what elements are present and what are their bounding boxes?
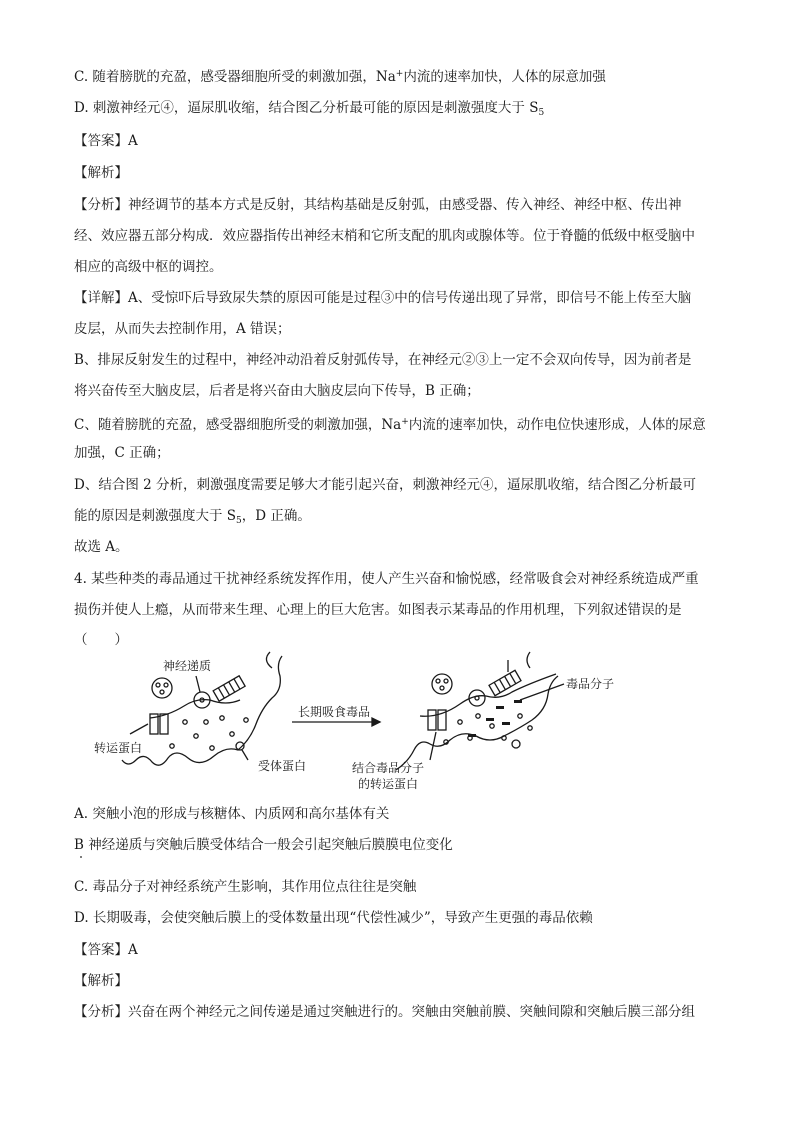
q4-fenxi-line-1: 【分析】兴奋在两个神经元之间传递是通过突触进行的。突触由突触前膜、突触间隙和突触后膜三部分组 (74, 1004, 695, 1020)
q4-option-c: C. 毒品分子对神经系统产生影响，其作用位点往往是突触 (74, 879, 417, 895)
q3-analysis-heading: 【解析】 (74, 165, 128, 181)
q4-analysis-heading: 【解析】 (74, 973, 128, 989)
left-receptor-channel (213, 676, 245, 701)
q3-b-line-1: B、排尿反射发生的过程中，神经冲动沿着反射弧传导，在神经元②③上一定不会双向传导，因为前者是 (74, 352, 692, 368)
right-vesicle (432, 674, 452, 694)
left-vesicle (152, 678, 172, 698)
label-receptor: 受体蛋白 (258, 759, 307, 773)
q3-b-line-2: 将兴奋传至大脑皮层，后者是将兴奋由大脑皮层向下传导，B 正确； (74, 383, 480, 399)
label-transporter: 转运蛋白 (94, 741, 143, 755)
label-bound-transporter-2: 的转运蛋白 (358, 777, 419, 791)
q3-option-d-text: D. 刺激神经元④，逼尿肌收缩，结合图乙分析最可能的原因是刺激强度大于 S (74, 100, 539, 116)
q4-stem-line-2: 损伤并使人上瘾，从而带来生理、心理上的巨大危害。如图表示某毒品的作用机理，下列叙述错误的是 (74, 602, 682, 618)
q4-stem-line-1: 4. 某些种类的毒品通过干扰神经系统发挥作用，使人产生兴奋和愉悦感，经常吸食会对神经系统造成严重 (74, 571, 699, 587)
q3-c-line-2: 加强，C 正确； (74, 445, 170, 461)
q4-option-a: A. 突触小泡的形成与核糖体、内质网和高尔基体有关 (74, 806, 390, 822)
label-bound-transporter-1: 结合毒品分子 (352, 761, 425, 775)
q3-d-line-1: D、结合图 2 分析，刺激强度需要足够大才能引起兴奋，刺激神经元④，逼尿肌收缩，结合图乙分析最可 (74, 477, 696, 493)
q4-option-b: B 神经递质与突触后膜受体结合一般会引起突触后膜膜电位变化 (74, 837, 453, 853)
q3-fenxi-line-2: 经、效应器五部分构成．效应器指传出神经末梢和它所支配的肌肉或腺体等。位于脊髓的低级中枢受脑中 (74, 228, 695, 244)
label-drug-molecule: 毒品分子 (566, 677, 615, 691)
q3-d-line-2a: 能的原因是刺激强度大于 S (74, 508, 237, 524)
label-long-term-drug-use: 长期吸食毒品 (298, 705, 371, 719)
stray-dot (80, 856, 82, 858)
q3-c-line-1a: C、随着膀胱的充盈，感受器细胞所受的刺激加强，Na (74, 417, 402, 433)
q3-xiangjie-line-1: 【详解】A、受惊吓后导致尿失禁的原因可能是过程③中的信号传递出现了异常，即信号不能上传至大脑 (74, 290, 692, 306)
q3-conclusion: 故选 A。 (74, 539, 129, 555)
q4-answer: 【答案】A (74, 942, 138, 958)
q3-option-c-sup: + (395, 69, 404, 79)
q3-option-d-sub: 5 (538, 108, 545, 118)
right-receptor-channel (489, 670, 521, 695)
label-neurotransmitter: 神经递质 (163, 659, 212, 673)
q3-c-line-1b: 内流的速率加快，动作电位快速形成，人体的尿意 (408, 417, 706, 433)
q3-answer: 【答案】A (74, 133, 138, 149)
q4-option-d: D. 长期吸毒，会使突触后膜上的受体数量出现“代偿性减少”，导致产生更强的毒品依赖 (74, 910, 593, 926)
right-transporter (428, 710, 436, 730)
q3-fenxi-line-1: 【分析】神经调节的基本方式是反射，其结构基础是反射弧，由感受器、传入神经、神经中枢、传出神 (74, 197, 682, 213)
q3-d-line-2-sub: 5 (236, 516, 242, 526)
q3-d-line-2b: ，D 正确。 (241, 508, 311, 524)
q3-c-line-1-sup: + (401, 417, 409, 427)
q3-fenxi-line-3: 相应的高级中枢的调控。 (74, 259, 223, 275)
q4-stem-line-3: （ ） (74, 632, 128, 648)
q3-option-c-text-2: 内流的速率加快，人体的尿意加强 (403, 69, 606, 85)
q3-xiangjie-line-2: 皮层，从而失去控制作用，A 错误； (74, 321, 291, 337)
q3-option-c-text-1: C. 随着膀胱的充盈，感受器细胞所受的刺激加强，Na (74, 69, 396, 85)
